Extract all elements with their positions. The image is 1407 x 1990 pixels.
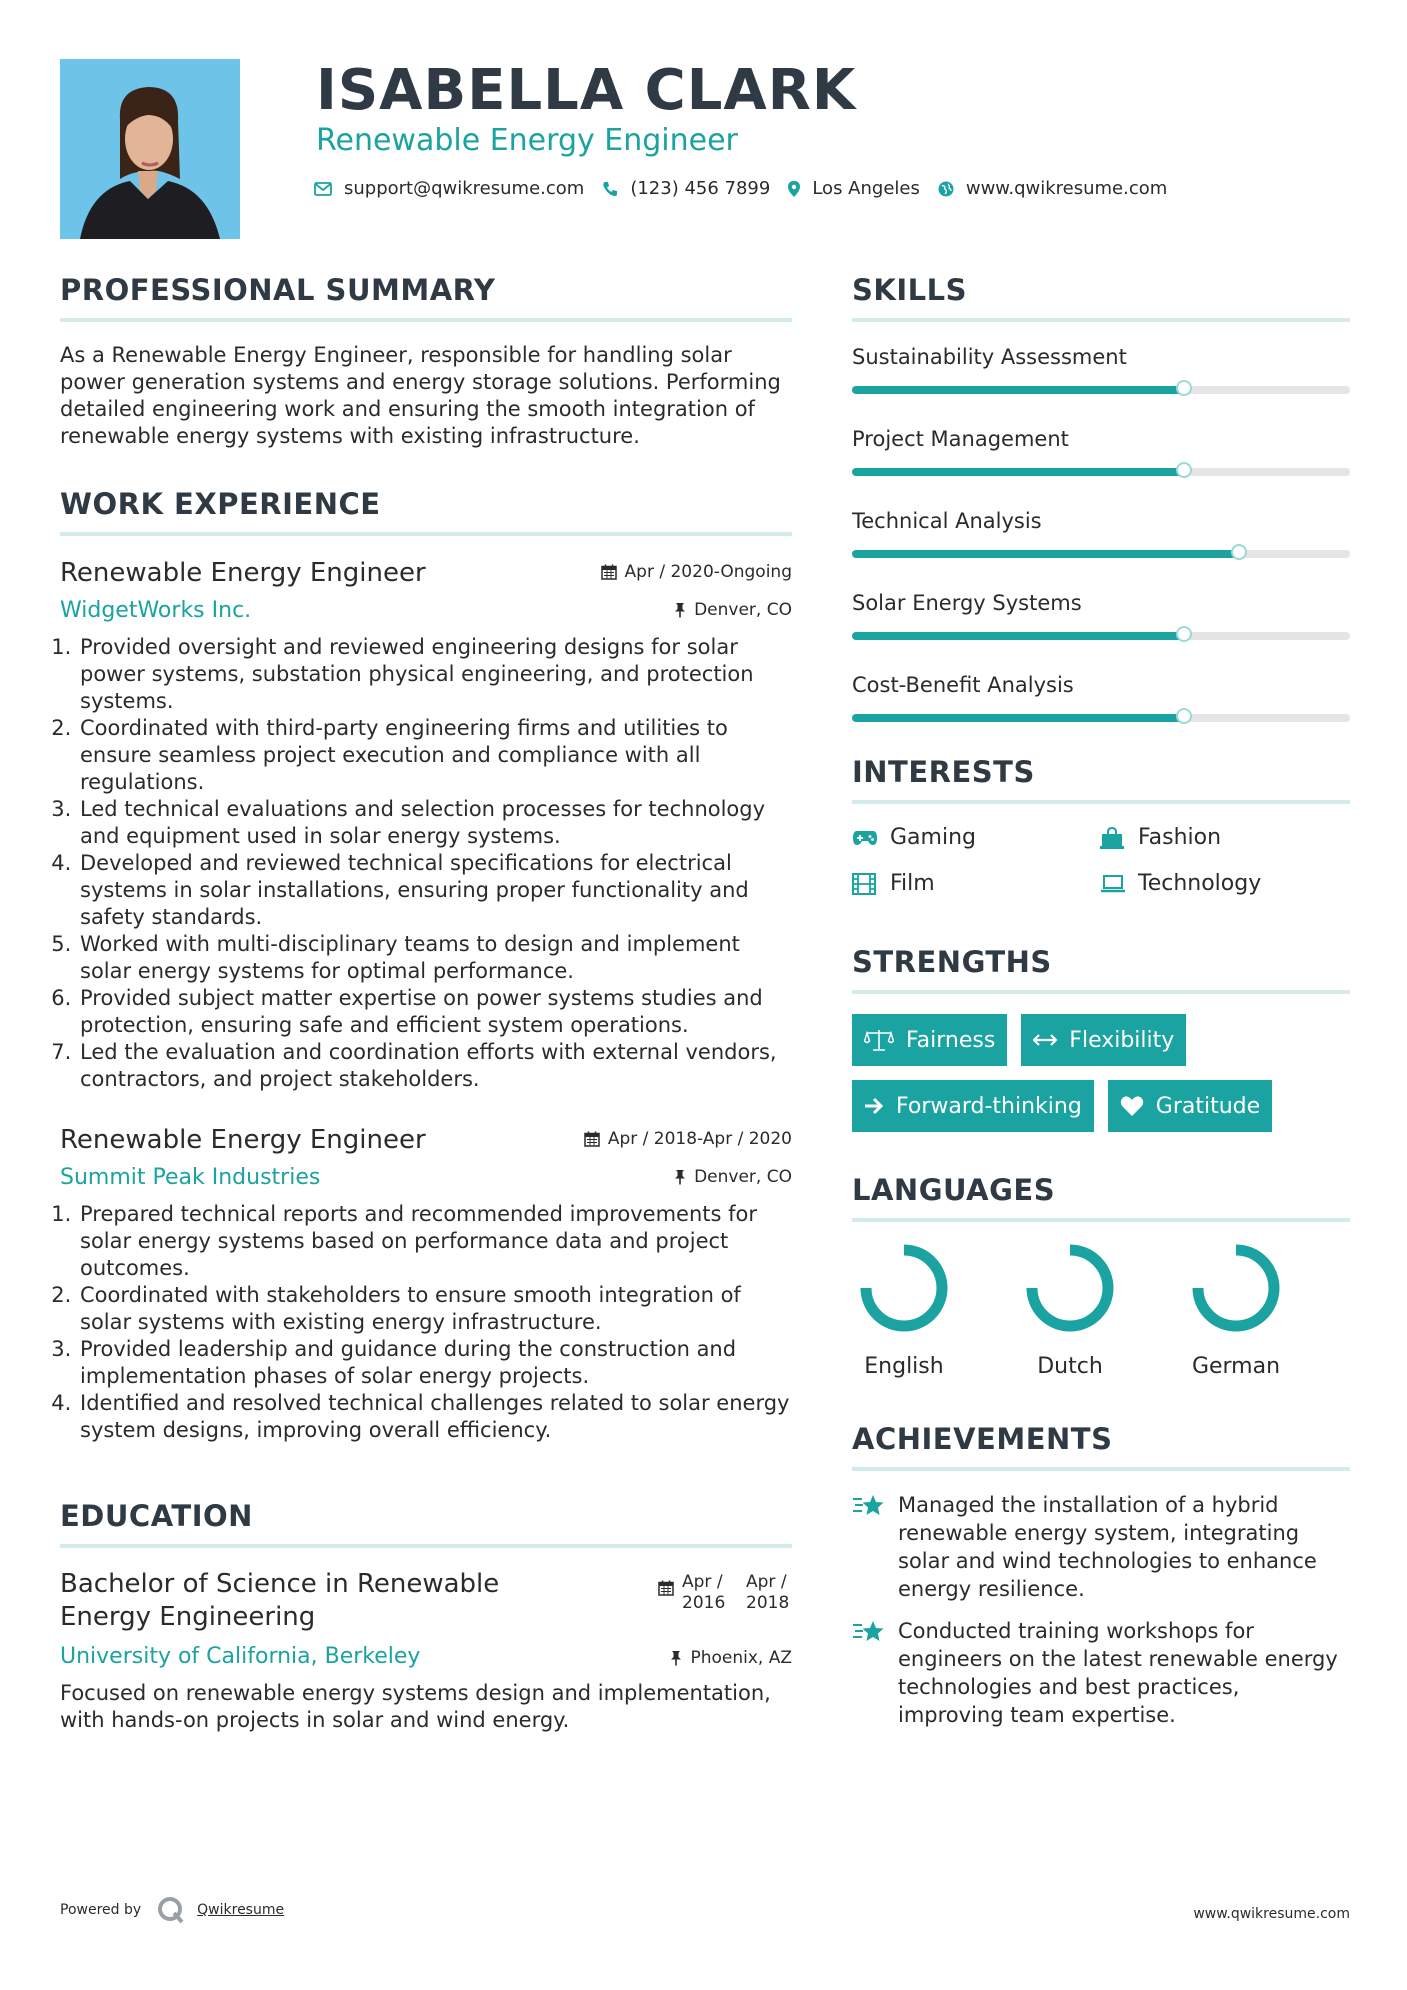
skill-bar (852, 468, 1350, 476)
list-item: 2. Coordinated with stakeholders to ensure smooth integration of solar systems with existing energy infrastructure. (78, 1282, 792, 1336)
skill-name: Solar Energy Systems (852, 591, 1082, 615)
phone-icon (602, 181, 618, 197)
achievement-item: Conducted training workshops for engineers on the latest renewable energy technologies and best practices, improving team expertise. (852, 1617, 1350, 1729)
arrows-horizontal-icon (1033, 1034, 1057, 1046)
language-ring (858, 1242, 950, 1334)
list-item: 3. Led technical evaluations and selection processes for technology and equipment used in solar energy systems. (78, 796, 792, 850)
language-ring-arc (866, 1250, 942, 1326)
laptop-icon (1100, 875, 1126, 893)
map-pin-icon (788, 181, 800, 197)
strength-tag: Gratitude (1108, 1080, 1272, 1132)
job-entry (60, 556, 792, 1093)
shopping-bag-icon (1100, 827, 1126, 849)
envelope-icon (314, 182, 332, 196)
pushpin-icon (674, 602, 686, 618)
skill-bar-knob (1176, 626, 1192, 642)
calendar-icon (658, 1580, 674, 1596)
skill-item (852, 670, 1350, 722)
strength-tag: Forward-thinking (852, 1080, 1094, 1132)
interest-item: Film (852, 870, 1100, 898)
skill-bar-fill (852, 632, 1184, 640)
portrait-illustration (60, 59, 240, 239)
brand-link[interactable]: Qwikresume (197, 1902, 285, 1918)
list-item: 4. Identified and resolved technical challenges related to solar energy system designs, improving overall efficiency. (78, 1390, 792, 1444)
language-name: English (864, 1354, 944, 1379)
job-entry (60, 1123, 792, 1444)
skill-bar-knob (1231, 544, 1247, 560)
website-text: www.qwikresume.com (965, 178, 1168, 199)
language-item (1184, 1242, 1350, 1379)
skill-bar-fill (852, 468, 1184, 476)
pushpin-icon (674, 1169, 686, 1185)
education-location: Phoenix, AZ (670, 1648, 792, 1668)
languages-section (852, 1170, 1350, 1379)
skill-bar-fill (852, 714, 1184, 722)
job-date: Apr / 2018-Apr / 2020 (584, 1129, 792, 1149)
list-item: 5. Worked with multi-disciplinary teams to design and implement solar energy systems for optimal performance. (78, 931, 792, 985)
achievements-section (852, 1419, 1350, 1729)
skill-item (852, 588, 1350, 640)
languages-heading: LANGUAGES (852, 1170, 1350, 1222)
job-bullets (60, 634, 792, 1093)
skill-item (852, 424, 1350, 476)
job-company: Summit Peak Industries (60, 1165, 321, 1190)
email-text: support@qwikresume.com (344, 178, 585, 199)
skill-bar (852, 714, 1350, 722)
experience-heading: WORK EXPERIENCE (60, 484, 792, 536)
gamepad-icon (852, 830, 878, 846)
skill-bar (852, 386, 1350, 394)
school-name: University of California, Berkeley (60, 1644, 421, 1669)
language-name: Dutch (1037, 1354, 1103, 1379)
film-icon (852, 873, 878, 895)
degree-title: Bachelor of Science in Renewable Energy Engineering (60, 1569, 500, 1632)
qwikresume-logo-icon (157, 1896, 185, 1924)
languages-list (852, 1242, 1350, 1379)
contact-phone[interactable] (602, 178, 770, 199)
summary-text: As a Renewable Energy Engineer, responsible for handling solar power generation systems and energy storage solutions. Performing detailed engineering work and ensuring the smooth integration of renewable energy systems with existing infrastructure. (60, 343, 781, 448)
interests-list (852, 824, 1350, 898)
skills-section (852, 270, 1350, 722)
job-title: Renewable Energy Engineer (60, 558, 426, 588)
summary-section (60, 270, 792, 450)
strengths-section (852, 942, 1350, 1132)
balance-scale-icon (864, 1029, 894, 1051)
footer-website[interactable]: www.qwikresume.com (1193, 1906, 1350, 1922)
education-date: Apr / 2016 Apr / 2018 (658, 1572, 792, 1614)
list-item: 1. Prepared technical reports and recommended improvements for solar energy systems based on performance data and project outcomes. (78, 1201, 792, 1282)
language-name: German (1191, 1354, 1281, 1379)
list-item: 3. Provided leadership and guidance during the construction and implementation phases of solar energy projects. (78, 1336, 792, 1390)
interests-section (852, 752, 1350, 898)
list-item: 2. Coordinated with third-party engineering firms and utilities to ensure seamless project execution and compliance with all regulations. (78, 715, 792, 796)
left-column (60, 270, 792, 1734)
arrow-right-icon (864, 1097, 884, 1115)
phone-text: (123) 456 7899 (630, 178, 771, 199)
skill-bar (852, 550, 1350, 558)
skill-bar (852, 632, 1350, 640)
job-bullets (60, 1201, 792, 1444)
calendar-icon (601, 564, 617, 580)
language-ring-arc (1032, 1250, 1108, 1326)
list-item: 7. Led the evaluation and coordination efforts with external vendors, contractors, and project stakeholders. (78, 1039, 792, 1093)
strength-tag: Fairness (852, 1014, 1007, 1066)
shooting-star-icon (852, 1491, 888, 1523)
strength-tag: Flexibility (1021, 1014, 1186, 1066)
language-item (852, 1242, 1018, 1379)
shooting-star-icon (852, 1617, 888, 1649)
job-location: Denver, CO (674, 600, 792, 620)
list-item: 1. Provided oversight and reviewed engineering designs for solar power systems, substation physical engineering, and protection systems. (78, 634, 792, 715)
contact-bar (314, 178, 1185, 199)
skill-bar-knob (1176, 380, 1192, 396)
profile-photo (60, 59, 240, 239)
skills-heading: SKILLS (852, 270, 1350, 322)
skill-name: Technical Analysis (852, 509, 1042, 533)
job-date: Apr / 2020-Ongoing (601, 562, 792, 582)
location-text: Los Angeles (812, 178, 920, 199)
achievement-item: Managed the installation of a hybrid renewable energy system, integrating solar and wind technologies to enhance energy resilience. (852, 1491, 1350, 1603)
candidate-title: Renewable Energy Engineer (316, 123, 738, 158)
education-entry (60, 1568, 792, 1680)
strengths-list (852, 1014, 1350, 1132)
contact-website[interactable] (938, 178, 1167, 199)
list-item: 4. Developed and reviewed technical specifications for electrical systems in solar installations, ensuring proper functionality and safety standards. (78, 850, 792, 931)
job-location: Denver, CO (674, 1167, 792, 1187)
job-company: WidgetWorks Inc. (60, 598, 252, 623)
skill-bar-fill (852, 550, 1239, 558)
skill-item (852, 506, 1350, 558)
interest-item: Fashion (1100, 824, 1348, 852)
interest-item: Gaming (852, 824, 1100, 852)
pushpin-icon (670, 1650, 682, 1666)
experience-section (60, 484, 792, 1444)
skill-item (852, 342, 1350, 394)
calendar-icon (584, 1131, 600, 1147)
language-item (1018, 1242, 1184, 1379)
job-title: Renewable Energy Engineer (60, 1125, 426, 1155)
contact-email[interactable] (314, 178, 584, 199)
language-ring (1024, 1242, 1116, 1334)
contact-location (788, 178, 920, 199)
globe-icon (938, 181, 954, 197)
language-ring (1190, 1242, 1282, 1334)
list-item: 6. Provided subject matter expertise on power systems studies and protection, ensuring safe and efficient system operations. (78, 985, 792, 1039)
candidate-name: ISABELLA CLARK (316, 58, 857, 123)
skill-bar-knob (1176, 708, 1192, 724)
heart-icon (1120, 1095, 1144, 1117)
powered-by-text: Powered by (60, 1902, 142, 1918)
skill-name: Project Management (852, 427, 1069, 451)
footer-powered-by (60, 1896, 284, 1924)
right-column (852, 270, 1350, 1743)
education-heading: EDUCATION (60, 1496, 792, 1548)
language-ring-arc (1198, 1250, 1274, 1326)
skill-name: Cost-Benefit Analysis (852, 673, 1074, 697)
skill-bar-fill (852, 386, 1184, 394)
skill-name: Sustainability Assessment (852, 345, 1127, 369)
summary-heading: PROFESSIONAL SUMMARY (60, 270, 792, 322)
achievements-heading: ACHIEVEMENTS (852, 1419, 1350, 1471)
education-description: Focused on renewable energy systems design and implementation, with hands-on projects in solar and wind energy. (60, 1681, 771, 1732)
skills-list (852, 342, 1350, 722)
strengths-heading: STRENGTHS (852, 942, 1350, 994)
interest-item: Technology (1100, 870, 1348, 898)
interests-heading: INTERESTS (852, 752, 1350, 804)
skill-bar-knob (1176, 462, 1192, 478)
education-section (60, 1496, 792, 1734)
